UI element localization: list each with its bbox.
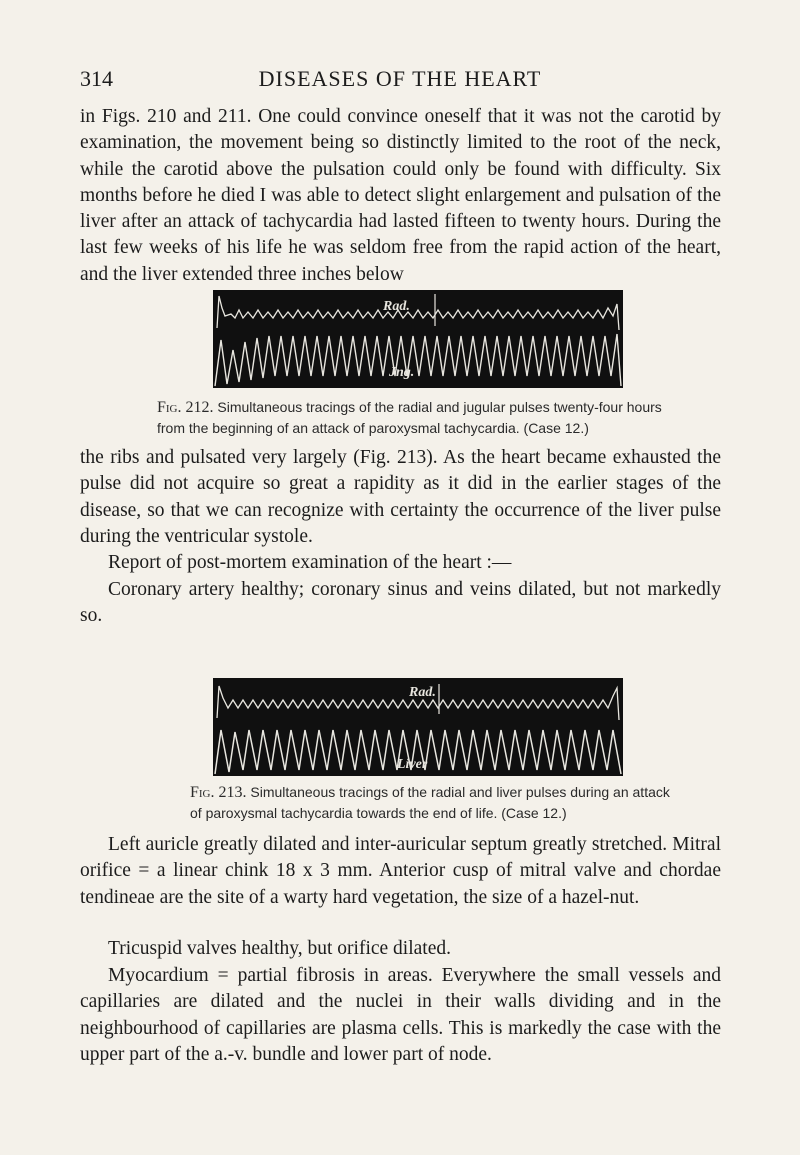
page-header bbox=[80, 66, 720, 96]
trace-label-rad-213: Rad. bbox=[409, 685, 436, 700]
paragraph-1: in Figs. 210 and 211. One could convince oneself that it was not the carotid by examination, the movement being so distinctly limited to the root of the neck, while the carotid above the pulsation could only be found with difficulty. Six months before he died I was able to detect slight enlargement and pulsation of the liver after an attack of tachycardia had lasted fifteen to twenty hours. During the last few weeks of his life he was seldom free from the rapid action of the heart, and the liver extended three inches below bbox=[80, 106, 721, 285]
paragraph-2: the ribs and pulsated very largely (Fig. 213). As the heart became exhausted the pulse did not acquire so great a rapidity as it did in the earlier stages of the disease, so that we can recognize with certainty the occurrence of the liver pulse during the ventricular systole. bbox=[80, 447, 721, 547]
tracing-213-svg bbox=[213, 678, 623, 776]
paragraph-4: Coronary artery healthy; coronary sinus and veins dilated, but not markedly so. bbox=[80, 579, 721, 627]
paragraph-6: Tricuspid valves healthy, but orifice dilated. bbox=[108, 938, 451, 959]
figure-213-caption bbox=[190, 782, 670, 823]
paragraph-3: Report of post-mortem examination of the heart :— bbox=[108, 552, 512, 573]
trace-label-liver-213: Liver bbox=[397, 757, 428, 772]
figure-212-caption-text: Simultaneous tracings of the radial and jugular pulses twenty-four hours from the beginning of an attack of paroxysmal tachycardia. (Case 12.) bbox=[157, 399, 662, 436]
tracing-212-svg bbox=[213, 290, 623, 388]
figure-212-label: Fig. 212. bbox=[157, 399, 214, 416]
trace-label-rad-212: Rad. bbox=[383, 299, 410, 314]
paragraph-7: Myocardium = partial fibrosis in areas. Everywhere the small vessels and capillaries are dilated and the nuclei in their walls dividing and in the neighbourhood of capillaries are plasma cells. This is markedly the case with the upper part of the a.-v. bundle and lower part of node. bbox=[80, 965, 721, 1065]
paragraph-5: Left auricle greatly dilated and inter-auricular septum greatly stretched. Mitral orifice = a linear chink 18 x 3 mm. Anterior cusp of mitral valve and chordae tendineae are the site of a warty hard vegetation, the size of a hazel-nut. bbox=[80, 834, 721, 908]
figure-213-tracing bbox=[213, 678, 623, 776]
figure-213-label: Fig. 213. bbox=[190, 784, 247, 801]
running-title: DISEASES OF THE HEART bbox=[258, 66, 542, 91]
figure-212-tracing bbox=[213, 290, 623, 388]
trace-label-jng-212: Jng. bbox=[389, 365, 415, 380]
figure-213-caption-text: Simultaneous tracings of the radial and liver pulses during an attack of paroxysmal tachycardia towards the end of life. (Case 12.) bbox=[190, 784, 670, 821]
jugular-trace-212 bbox=[215, 334, 621, 386]
page-number: 314 bbox=[80, 66, 113, 91]
figure-212-caption bbox=[157, 397, 677, 438]
radial-trace-212 bbox=[217, 296, 619, 330]
